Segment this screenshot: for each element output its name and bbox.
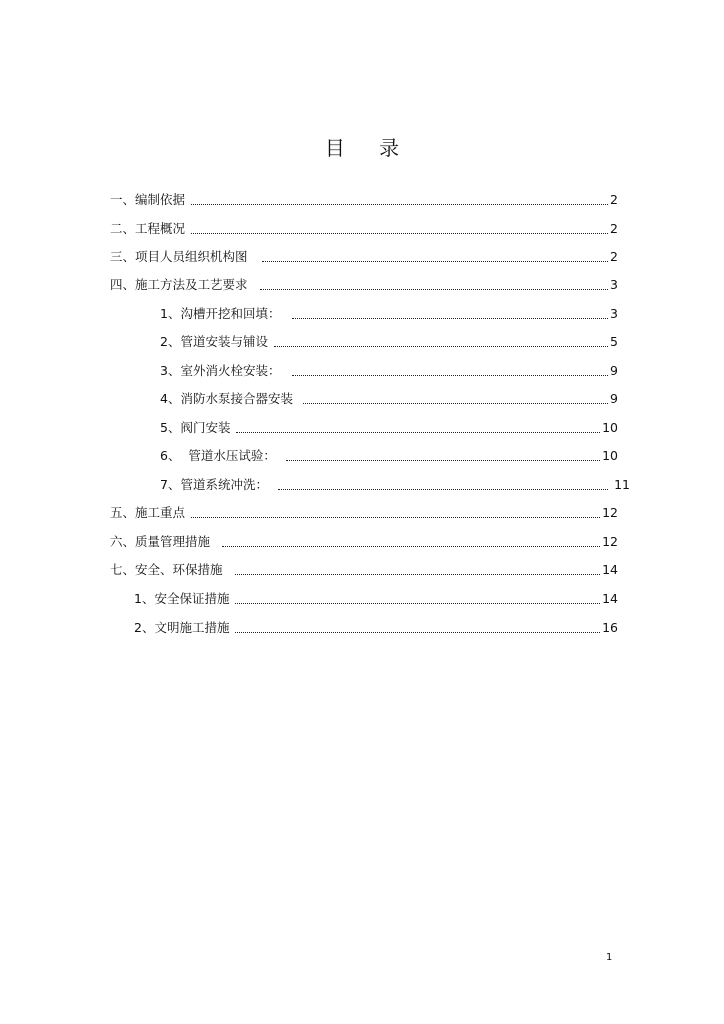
toc-entry[interactable] xyxy=(110,558,618,578)
toc-entry-page: 9 xyxy=(610,363,618,378)
dot-leader xyxy=(236,421,600,433)
toc-entry[interactable] xyxy=(110,530,618,550)
toc-entry-label: 7、管道系统冲洗： xyxy=(160,477,268,492)
dot-leader xyxy=(235,592,600,604)
toc-entry-label: 六、质量管理措施 xyxy=(110,534,211,549)
dot-leader xyxy=(235,563,601,575)
dot-leader xyxy=(191,193,608,205)
toc-entry-label: 三、项目人员组织机构图 xyxy=(110,249,248,264)
toc-entry[interactable] xyxy=(110,273,618,293)
toc-entry[interactable] xyxy=(160,473,630,493)
dot-leader xyxy=(260,278,609,290)
toc-entry-label: 5、阀门安装 xyxy=(160,420,231,435)
toc-entry-page: 2 xyxy=(610,249,618,264)
dot-leader xyxy=(222,535,600,547)
toc-entry-page: 12 xyxy=(602,534,618,549)
dot-leader xyxy=(235,621,600,633)
toc-entry-page: 2 xyxy=(610,221,618,236)
toc-entry-page: 11 xyxy=(614,477,630,492)
dot-leader xyxy=(292,364,608,376)
toc-entry-page: 10 xyxy=(602,420,618,435)
toc-entry[interactable] xyxy=(134,616,618,636)
dot-leader xyxy=(191,506,600,518)
toc-entry[interactable] xyxy=(160,330,618,350)
toc-entry[interactable] xyxy=(160,444,618,464)
toc-entry[interactable] xyxy=(110,245,618,265)
toc-entry-label: 五、施工重点 xyxy=(110,505,186,520)
toc-entry-label: 2、管道安装与铺设 xyxy=(160,334,268,349)
toc-entry[interactable] xyxy=(134,587,618,607)
toc-entry-label: 四、施工方法及工艺要求 xyxy=(110,277,248,292)
toc-entry[interactable] xyxy=(160,416,618,436)
toc-entry-page: 16 xyxy=(602,620,618,635)
toc-entry-label: 七、安全、环保措施 xyxy=(110,562,223,577)
toc-entry-label: 6、 管道水压试验： xyxy=(160,448,276,463)
toc-title: 目 录 xyxy=(324,136,414,160)
toc-entry-label: 3、室外消火栓安装： xyxy=(160,363,281,378)
page-number: 1 xyxy=(606,952,613,963)
toc-entry[interactable] xyxy=(110,501,618,521)
toc-entry[interactable] xyxy=(110,217,618,237)
toc-entry-page: 3 xyxy=(610,277,618,292)
toc-entry[interactable] xyxy=(160,302,618,322)
toc-entry-page: 14 xyxy=(602,562,618,577)
toc-entry-page: 14 xyxy=(602,591,618,606)
dot-leader xyxy=(278,478,608,490)
toc-entry[interactable] xyxy=(110,188,618,208)
dot-leader xyxy=(191,222,608,234)
toc-entry-label: 一、编制依据 xyxy=(110,192,186,207)
dot-leader xyxy=(292,307,608,319)
toc-entry[interactable] xyxy=(160,359,618,379)
toc-entry[interactable] xyxy=(160,387,618,407)
toc-entry-label: 1、安全保证措施 xyxy=(134,591,230,606)
toc-entry-label: 1、沟槽开挖和回填： xyxy=(160,306,281,321)
toc-entry-page: 5 xyxy=(610,334,618,349)
dot-leader xyxy=(286,449,600,461)
dot-leader xyxy=(262,250,609,262)
toc-entry-label: 4、消防水泵接合器安装 xyxy=(160,391,293,406)
toc-entry-page: 12 xyxy=(602,505,618,520)
toc-entry-label: 二、工程概况 xyxy=(110,221,186,236)
toc-entry-page: 9 xyxy=(610,391,618,406)
dot-leader xyxy=(303,392,608,404)
toc-entry-page: 2 xyxy=(610,192,618,207)
dot-leader xyxy=(274,335,608,347)
toc-entry-label: 2、文明施工措施 xyxy=(134,620,230,635)
toc-entry-page: 3 xyxy=(610,306,618,321)
toc-entry-page: 10 xyxy=(602,448,618,463)
